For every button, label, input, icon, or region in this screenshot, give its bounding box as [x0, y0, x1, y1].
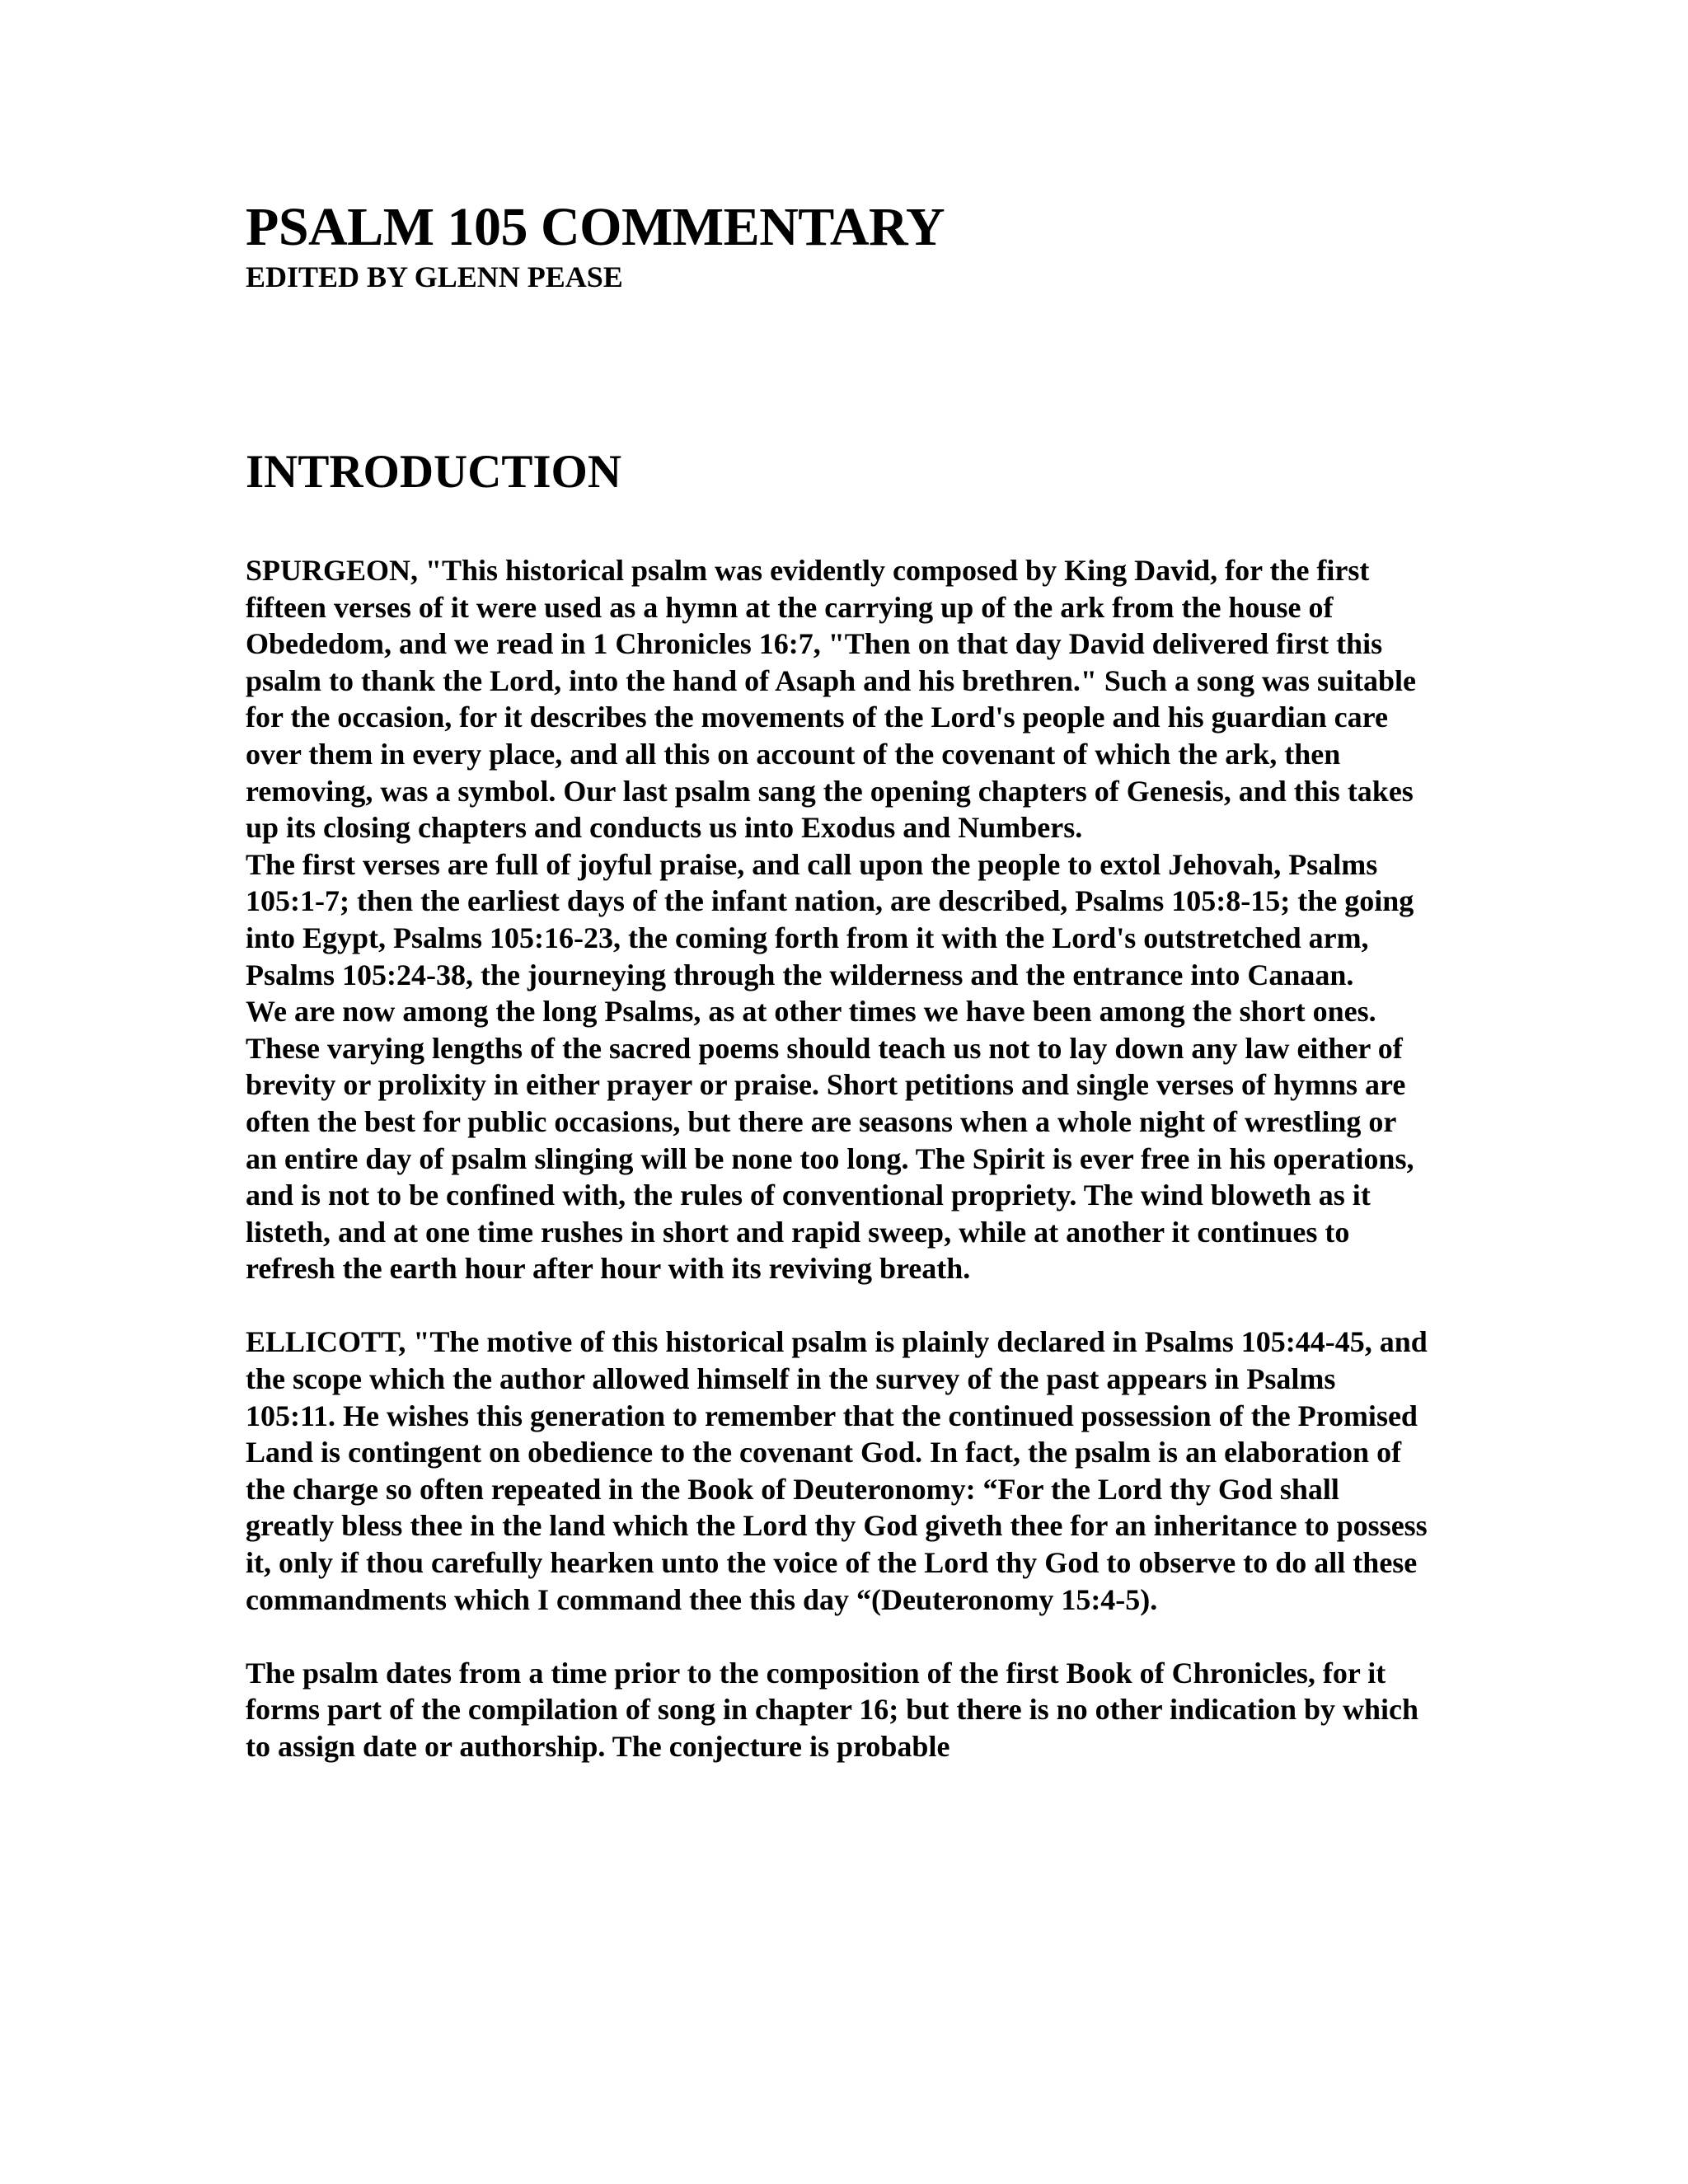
document-page — [246, 196, 1432, 1763]
document-body — [246, 552, 1432, 1765]
paragraph-ellicott-2: The psalm dates from a time prior to the composition of the first Book of Chronicles, for it forms part of the compilation of song in chapter 16; but there is no other indication by which to assign date or authorship. The conjecture is probable — [246, 1656, 1419, 1763]
document-subtitle: EDITED BY GLENN PEASE — [246, 260, 623, 293]
paragraph-spurgeon-2: The first verses are full of joyful praise, and call upon the people to extol Jehovah, Psalms 105:1-7; then the earliest days of the infant nation, are described, Psalms 105:8-15; the going into Egypt, Psalms 105:16-23, the coming forth from it with the Lord's outstretched arm, Psalms 105:24-38, the journeying through the wilderness and the entrance into Canaan. — [246, 847, 1414, 991]
paragraph-spurgeon-3: We are now among the long Psalms, as at other times we have been among the short ones. These varying lengths of the sacred poems should teach us not to lay down any law either of brevity or prolixity in either prayer or praise. Short petitions and single verses of hymns are often the best for public occasions, but there are seasons when a whole night of wrestling or an entire day of psalm slinging will be none too long. The Spirit is ever free in his operations, and is not to be confined with, the rules of conventional propriety. The wind bloweth as it listeth, and at one time rushes in short and rapid sweep, while at another it continues to refresh the earth hour after hour with its reviving breath. — [246, 995, 1414, 1286]
paragraph-spurgeon-1: SPURGEON, "This historical psalm was evidently composed by King David, for the first fifteen verses of it were used as a hymn at the carrying up of the ark from the house of Obededom, and we read in 1 Chronicles 16:7, "Then on that day David delivered first this psalm to thank the Lord, into the hand of Asaph and his brethren." Such a song was suitable for the occasion, for it describes the movements of the Lord's people and his guardian care over them in every place, and all this on account of the covenant of which the ark, then removing, was a symbol. Our last psalm sang the opening chapters of Genesis, and this takes up its closing chapters and conducts us into Exodus and Numbers. — [246, 554, 1417, 845]
paragraph-ellicott-1: ELLICOTT, "The motive of this historical psalm is plainly declared in Psalms 105:44-45, and the scope which the author allowed himself in the survey of the past appears in Psalms 105:11. He wishes this generation to remember that the continued possession of the Promised Land is contingent on obedience to the covenant God. In fact, the psalm is an elaboration of the charge so often repeated in the Book of Deuteronomy: “For the Lord thy God shall greatly bless thee in the land which the Lord thy God giveth thee for an inheritance to possess it, only if thou carefully hearken unto the voice of the Lord thy God to observe to do all these commandments which I command thee this day “(Deuteronomy 15:4-5). — [246, 1325, 1428, 1616]
section-heading-introduction: INTRODUCTION — [246, 446, 622, 498]
document-title: PSALM 105 COMMENTARY — [246, 197, 945, 257]
